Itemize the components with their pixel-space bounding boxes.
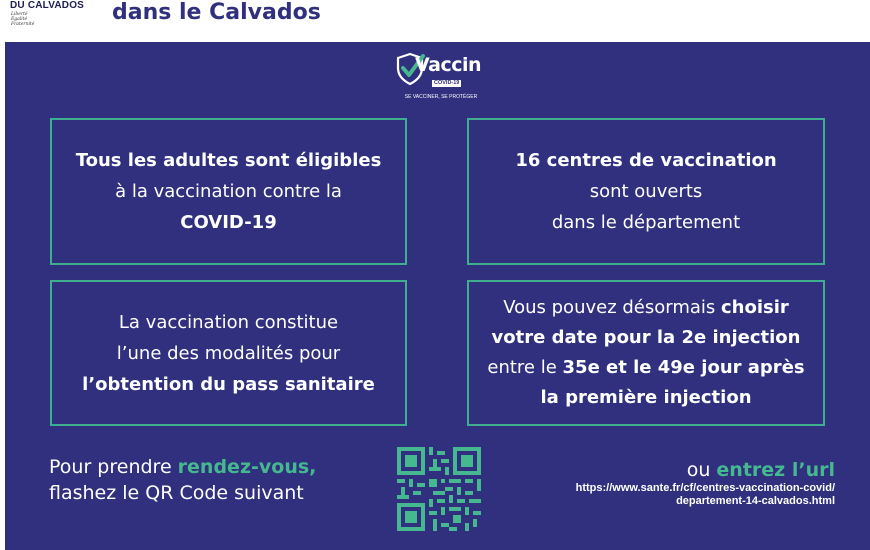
box1-line3: COVID-19 <box>180 212 277 233</box>
prefecture-name: DU CALVADOS <box>10 0 85 11</box>
cta-entrez-url: entrez l’url <box>716 459 835 481</box>
box2-line1: 16 centres de vaccination <box>515 150 777 171</box>
motto-liberte: Liberté <box>11 12 28 17</box>
box1-line1: Tous les adultes sont éligibles <box>75 150 382 171</box>
box4-line2: votre date pour la 2e injection <box>491 327 801 348</box>
box4-line4: la première injection <box>540 387 752 408</box>
url-line1[interactable]: https://www.sante.fr/cf/centres-vaccination-covid/ <box>575 482 835 494</box>
info-panel <box>5 42 870 550</box>
box4-line1 <box>503 293 789 323</box>
box4-line3-regular: entre le <box>487 357 563 378</box>
box4-line1-bold: choisir <box>721 297 789 318</box>
top-header <box>0 0 870 42</box>
motto-egalite: Égalité <box>11 17 28 22</box>
box4-line3-bold: 35e et le 49e jour après <box>562 357 805 378</box>
logo-word: Vaccin <box>415 54 482 76</box>
logo-badge: COVID-19 <box>434 80 460 86</box>
cta-right-head <box>576 458 835 482</box>
url-line2[interactable]: departement-14-calvados.html <box>676 495 835 507</box>
motto-fraternite: Fraternité <box>11 22 35 27</box>
box2-line3: dans le département <box>551 212 741 233</box>
qr-code-icon[interactable] <box>397 447 481 531</box>
box2-line2: sont ouverts <box>589 181 703 202</box>
box4-line3 <box>487 353 804 383</box>
box4-line1-regular: Vous pouvez désormais <box>503 297 722 318</box>
info-box-pass-sanitaire <box>50 280 407 426</box>
box1-line2: à la vaccination contre la <box>115 181 342 202</box>
appointment-cta <box>49 454 316 506</box>
page-title: dans le Calvados <box>112 0 321 25</box>
cta-left-line2: flashez le QR Code suivant <box>49 482 304 504</box>
cta-right-ou: ou <box>686 459 717 481</box>
box3-line1: La vaccination constitue <box>118 311 339 333</box>
logo-tagline: SE VACCINER, SE PROTÉGER <box>404 94 478 100</box>
url-cta <box>576 458 835 508</box>
info-box-eligibility <box>50 118 407 265</box>
info-box-centres <box>467 118 825 265</box>
cta-left-line1-text: Pour prendre <box>49 456 178 478</box>
cta-rendez-vous: rendez-vous, <box>177 456 317 478</box>
vaccin-logo <box>395 52 485 106</box>
box3-line3: l’obtention du pass sanitaire <box>82 373 375 395</box>
republic-motto <box>11 12 34 27</box>
box3-line2: l’une des modalités pour <box>116 342 341 364</box>
cta-left-line1 <box>49 454 316 480</box>
info-box-second-injection <box>467 280 825 426</box>
